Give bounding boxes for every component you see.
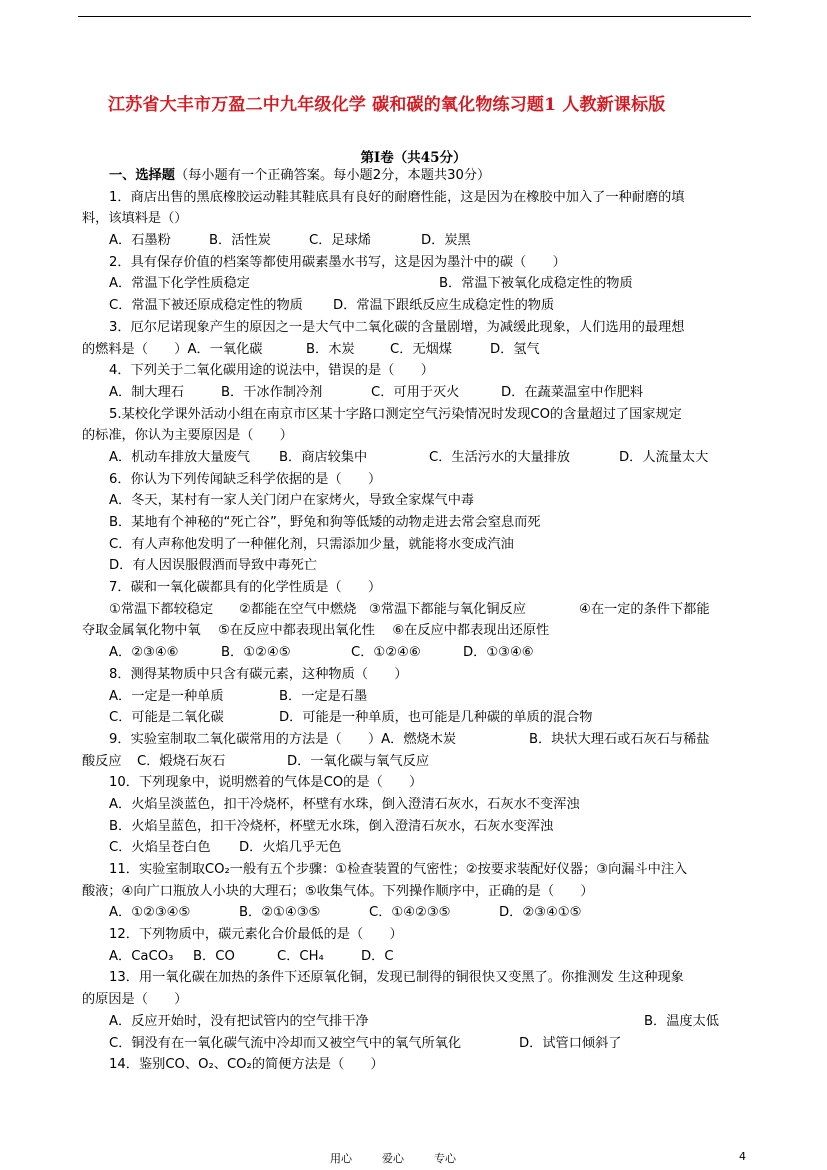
option-a: 9．实验室制取二氧化碳常用的方法是（ ）A．燃烧木炭	[109, 731, 457, 747]
question-8: 8．测得某物质中只含有碳元素，这种物质（ ）	[109, 666, 408, 682]
section-title: 第Ⅰ卷（共45分）	[360, 150, 467, 166]
option-d: D．在蔬菜温室中作肥料	[501, 384, 644, 400]
option-c: C．生活污水的大量排放	[429, 449, 571, 465]
option-c: C．CH₄	[277, 948, 324, 964]
option-a: A．机动车排放大量废气	[109, 449, 250, 465]
option-c: C．可能是二氧化碳	[109, 710, 224, 726]
item-3: ③常温下都能与氧化铜反应	[369, 601, 526, 617]
question-5-cont: 的标准，你认为主要原因是（ ）	[82, 428, 293, 444]
part-heading-line	[82, 165, 754, 187]
question-7-options	[82, 642, 754, 664]
question-13-options-cd	[82, 1033, 754, 1055]
question-3-cont	[82, 339, 754, 361]
option-a: A．CaCO₃	[109, 948, 174, 964]
question-6: 6．你认为下列传闻缺乏科学依据的是（ ）	[109, 471, 382, 487]
option-d: D．①③④⑥	[463, 645, 534, 661]
question-1: 1．商店出售的黑底橡胶运动鞋其鞋底具有良好的耐磨性能，这是因为在橡胶中加入了一种耐磨的填	[109, 189, 685, 205]
option-a: A．火焰呈淡蓝色，扣干冷烧杯，杯壁有水珠，倒入澄清石灰水，石灰水不变浑浊	[109, 796, 580, 812]
question-13-options-ab	[82, 1011, 754, 1033]
option-d: D．氢气	[490, 341, 540, 357]
question-11-options	[82, 902, 754, 924]
question-10: 10．下列现象中，说明燃着的气体是CO的是（ ）	[109, 775, 423, 791]
option-d: D．C	[361, 948, 394, 964]
question-3: 3．厄尔尼诺现象产生的原因之一是大气中二氧化碳的含量剧增，为减缓此现象，人们选用的最理想	[109, 319, 685, 335]
option-d: D．试管口倾斜了	[519, 1035, 622, 1051]
option-c: C．有人声称他发明了一种催化剂，只需添加少量，就能将水变成汽油	[109, 536, 514, 552]
option-d: D．常温下跟纸反应生成稳定性的物质	[333, 298, 555, 314]
question-2: 2．具有保存价值的档案等都使用碳素墨水书写，这是因为墨汁中的碳（ ）	[109, 254, 566, 270]
item-4: ④在一定的条件下都能	[579, 601, 710, 617]
question-1-cont: 料，该填料是（）	[82, 211, 188, 227]
option-a: A．反应开始时，没有把试管内的空气排干净	[109, 1013, 369, 1029]
option-c: C．铜没有在一氧化碳气流中冷却而又被空气中的氧气所氧化	[109, 1035, 462, 1051]
option-d: D．一氧化碳与氧气反应	[287, 753, 430, 769]
option-b: B．某地有个神秘的“死亡谷”，野兔和狗等低矮的动物走进去常会窒息而死	[109, 515, 541, 530]
question-7: 7．碳和一氧化碳都具有的化学性质是（ ）	[109, 580, 382, 596]
option-c: C．足球烯	[309, 233, 371, 249]
question-13: 13．用一氧化碳在加热的条件下还原氧化铜，发现已制得的铜很快又变黑了。你推测发 生这种现象	[109, 970, 684, 986]
page-number: 4	[739, 1150, 746, 1163]
option-a: A．一定是一种单质	[109, 688, 224, 704]
option-c: C．火焰呈苍白色	[109, 840, 211, 856]
item-1: ①常温下都较稳定	[109, 601, 214, 617]
option-d: D．可能是一种单质，也可能是几种碳的单质的混合物	[279, 710, 593, 726]
option-d: D．炭黑	[421, 233, 471, 249]
option-b: B．①②④⑤	[221, 645, 291, 661]
header-rule	[78, 16, 751, 17]
question-9-cont	[82, 751, 754, 773]
option-a: A．②③④⑥	[109, 645, 179, 661]
option-c: C．煅烧石灰石	[137, 753, 226, 769]
question-11-cont: 酸液；④向广口瓶放人小块的大理石；⑤收集气体。下列操作顺序中，正确的是（ ）	[82, 883, 594, 899]
document-title: 江苏省大丰市万盈二中九年级化学 碳和碳的氧化物练习题1 人教新课标版	[108, 95, 666, 115]
option-b: B．木炭	[306, 341, 355, 357]
question-13-cont: 的原因是（ ）	[82, 992, 188, 1008]
option-b: B．一定是石墨	[279, 688, 368, 704]
question-11: 11．实验室制取CO₂一般有五个步骤：①检查装置的气密性；②按要求装配好仪器；③向漏斗中注入	[109, 862, 688, 877]
question-8-options-cd	[82, 707, 754, 729]
option-a: A．冬天，某村有一家人关门闭户在家烤火，导致全家煤气中毒	[109, 493, 475, 509]
option-d: D．人流量太大	[619, 449, 709, 465]
option-b: B．CO	[193, 948, 235, 964]
part-heading: 一、选择题	[109, 168, 175, 183]
question-12-options	[82, 946, 754, 968]
question-12: 12．下列物质中，碳元素化合价最低的是（ ）	[109, 927, 403, 943]
item-2: ②都能在空气中燃烧	[239, 601, 357, 617]
question-10-options-cd	[82, 837, 754, 859]
question-4-options	[82, 382, 754, 404]
footer-slogan	[330, 1150, 486, 1166]
question-2-options-ab	[82, 273, 754, 295]
option-a: A．常温下化学性质稳定	[109, 276, 250, 292]
question-5-options	[82, 447, 754, 469]
option-c: C．①④②③⑤	[369, 905, 451, 921]
option-b: B．火焰呈蓝色，扣干冷烧杯，杯壁无水珠，倒入澄清石灰水，石灰水变浑浊	[109, 818, 554, 834]
question-7-items	[82, 599, 754, 621]
footer-text: 用心	[330, 1152, 352, 1165]
question-14: 14．鉴别CO、O₂、CO₂的简便方法是（ ）	[109, 1057, 384, 1073]
option-c: C．常温下被还原成稳定性的物质	[109, 298, 303, 314]
footer-text: 爱心	[382, 1152, 404, 1165]
question-1-options	[82, 230, 754, 252]
option-c: C．①②④⑥	[351, 645, 421, 661]
question-2-options-cd	[82, 295, 754, 317]
option-a: A．制大理石	[109, 384, 184, 400]
question-list	[82, 165, 754, 1076]
option-b-cont: 酸反应	[82, 753, 122, 769]
part-note: （每小题有一个正确答案。每小题2分，本题共30分）	[174, 168, 491, 183]
option-a: A．石墨粉	[109, 233, 171, 249]
option-c: C．无烟煤	[390, 341, 452, 357]
option-a: A．①②③④⑤	[109, 905, 191, 921]
option-b: B．干冰作制冷剂	[221, 384, 323, 400]
footer-text: 专心	[434, 1152, 456, 1165]
option-d: D．有人因误服假酒而导致中毒死亡	[109, 558, 317, 574]
option-d: D．火焰几乎无色	[239, 840, 342, 856]
question-4: 4．下列关于二氧化碳用途的说法中，错误的是（ ）	[109, 363, 434, 379]
option-b: B．温度太低	[644, 1013, 719, 1029]
question-8-options-ab	[82, 686, 754, 708]
option-c: C．可用于灭火	[371, 384, 460, 400]
question-5: 5.某校化学课外活动小组在南京市区某十字路口测定空气污染情况时发现CO的含量超过了国家规定	[109, 406, 682, 422]
option-b: B．块状大理石或石灰石与稀盐	[529, 731, 710, 747]
option-b: B．活性炭	[209, 233, 271, 249]
option-b: B．商店较集中	[279, 449, 368, 465]
option-d: D．②③④①⑤	[499, 905, 582, 921]
option-a: 的燃料是（ ）A．一氧化碳	[82, 341, 263, 357]
question-9	[82, 729, 754, 751]
question-7-cont: 夺取金属氧化物中氧 ⑤在反应中都表现出氧化性 ⑥在反应中都表现出还原性	[82, 623, 550, 639]
option-b: B．②①④③⑤	[239, 905, 321, 921]
option-b: B．常温下被氧化成稳定性的物质	[439, 276, 633, 292]
